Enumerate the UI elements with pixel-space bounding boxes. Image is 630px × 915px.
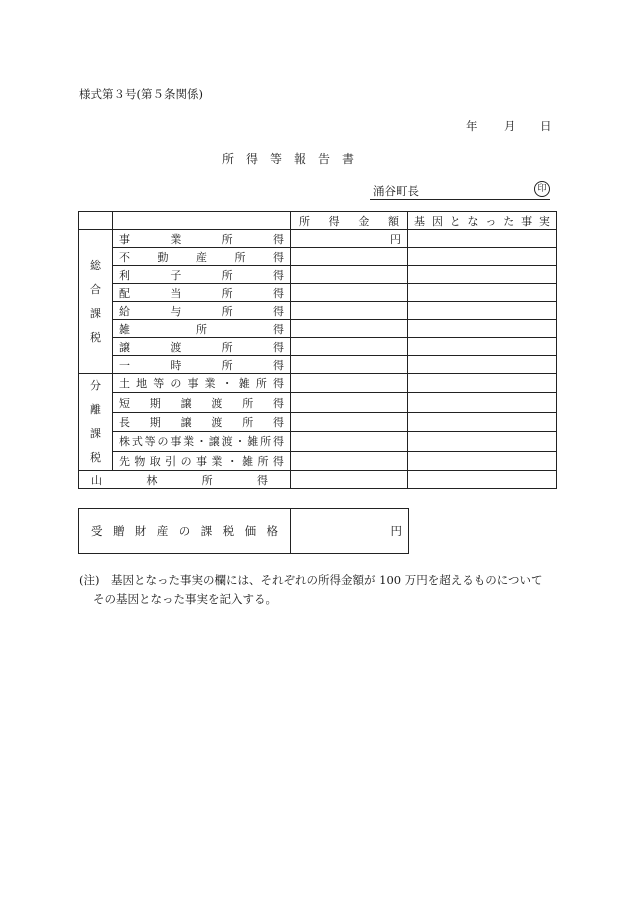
fact-field[interactable] xyxy=(408,230,557,248)
fact-field[interactable] xyxy=(408,248,557,266)
gift-label-char: 格 xyxy=(266,524,278,538)
category-label xyxy=(113,248,291,266)
category-label-char: 短 xyxy=(119,396,130,410)
category-label-char: 業 xyxy=(170,232,182,246)
fact-field[interactable] xyxy=(408,451,557,470)
fact-field[interactable] xyxy=(408,393,557,412)
table-row xyxy=(79,338,557,356)
category-label-char: 事 xyxy=(187,377,199,391)
category-label-char: 得 xyxy=(272,396,284,410)
category-label-char: 所 xyxy=(242,415,254,429)
header-fact-char: な xyxy=(467,214,479,228)
group-label-char: 税 xyxy=(90,330,101,344)
group-label-char: 税 xyxy=(90,451,101,464)
category-label-char: 産 xyxy=(196,250,207,264)
gift-amount-field[interactable]: 円 xyxy=(291,509,409,554)
category-label-char: 所 xyxy=(221,358,233,372)
header-fact-char: た xyxy=(503,214,515,228)
header-amount-char: 金 xyxy=(358,214,370,228)
category-label-char: 所 xyxy=(255,377,267,391)
category-label-char: 得 xyxy=(272,435,284,449)
table-row xyxy=(79,320,557,338)
category-label xyxy=(113,432,291,451)
category-label-char: 譲 xyxy=(208,435,220,449)
category-label-char: 得 xyxy=(272,304,284,318)
addressee-line xyxy=(370,183,550,200)
gift-label-char: 産 xyxy=(156,524,169,538)
income-table xyxy=(78,211,557,489)
category-label-char: 渡 xyxy=(221,435,233,449)
amount-field[interactable] xyxy=(291,412,408,431)
category-label-char: 取 xyxy=(149,454,161,468)
fact-field[interactable] xyxy=(408,412,557,431)
group-label-bunri xyxy=(79,374,113,471)
table-header-row xyxy=(79,212,557,230)
header-fact-char: 因 xyxy=(431,214,443,228)
header-amount-char: 得 xyxy=(328,214,340,228)
category-label-char: 時 xyxy=(170,358,182,372)
forestry-label-char: 所 xyxy=(201,473,213,487)
fact-field[interactable] xyxy=(408,356,557,374)
category-label-char: 所 xyxy=(221,304,233,318)
fact-field[interactable] xyxy=(408,284,557,302)
table-row xyxy=(79,432,557,451)
category-label-char: 所 xyxy=(221,268,233,282)
category-label-char: 当 xyxy=(170,286,182,300)
gift-label-cell xyxy=(79,509,291,554)
category-label-char: 業 xyxy=(183,435,195,449)
category-label-char: 期 xyxy=(149,396,161,410)
amount-field[interactable] xyxy=(291,471,408,489)
category-label-char: 雑 xyxy=(247,435,259,449)
table-row xyxy=(79,356,557,374)
amount-field[interactable]: 円 xyxy=(291,230,408,248)
category-label-char: 雑 xyxy=(119,322,130,336)
category-label-char: 所 xyxy=(221,232,233,246)
amount-field[interactable] xyxy=(291,374,408,393)
category-label-char: 子 xyxy=(170,268,182,282)
gift-label-char: 税 xyxy=(222,524,235,538)
gift-label-char: 財 xyxy=(134,524,147,538)
category-label xyxy=(113,230,291,248)
amount-field[interactable] xyxy=(291,302,408,320)
category-label-char: の xyxy=(170,377,182,391)
category-label-char: 与 xyxy=(170,304,182,318)
category-label-char: 事 xyxy=(119,232,130,246)
category-label xyxy=(113,412,291,431)
category-label-char: 業 xyxy=(211,454,223,468)
category-label xyxy=(113,302,291,320)
category-label xyxy=(113,284,291,302)
category-label-char: 業 xyxy=(204,377,216,391)
table-row xyxy=(79,374,557,393)
category-label xyxy=(113,320,291,338)
page-title: 所 得 等 報 告 書 xyxy=(222,152,355,166)
category-label-char: 物 xyxy=(134,454,146,468)
header-fact-char: 事 xyxy=(521,214,533,228)
amount-field[interactable] xyxy=(291,451,408,470)
category-label xyxy=(113,393,291,412)
category-label-char: ・ xyxy=(195,435,207,449)
category-label-char: 所 xyxy=(196,322,207,336)
category-label-char: 得 xyxy=(272,415,284,429)
gift-label-char: 課 xyxy=(200,524,213,538)
table-row xyxy=(79,230,557,248)
category-label-char: ・ xyxy=(221,377,233,391)
category-label-char: 所 xyxy=(221,286,233,300)
fact-field[interactable] xyxy=(408,471,557,489)
forestry-label-char: 得 xyxy=(256,473,268,487)
note xyxy=(79,571,543,609)
category-label-char: 先 xyxy=(119,454,130,468)
fact-field[interactable] xyxy=(408,320,557,338)
header-amount-char: 所 xyxy=(299,214,310,228)
category-label-char: 株 xyxy=(119,435,130,449)
forestry-label-char: 林 xyxy=(146,473,158,487)
category-label-char: 得 xyxy=(272,358,284,372)
category-label-char: 所 xyxy=(234,250,246,264)
category-label-char: 得 xyxy=(272,377,284,391)
table-row xyxy=(79,266,557,284)
amount-field[interactable] xyxy=(291,248,408,266)
date-day: 日 xyxy=(540,119,552,133)
group-label-char: 総 xyxy=(90,258,101,272)
fact-field[interactable] xyxy=(408,432,557,451)
category-label-char: 等 xyxy=(153,377,165,391)
category-label-char: 配 xyxy=(119,286,130,300)
category-label-char: 給 xyxy=(119,304,130,318)
category-label-char: の xyxy=(180,454,192,468)
amount-field[interactable] xyxy=(291,393,408,412)
category-label-char: 所 xyxy=(260,435,272,449)
table-row xyxy=(79,451,557,470)
category-label-char: 一 xyxy=(119,358,130,372)
category-label-char: 事 xyxy=(195,454,207,468)
fact-field[interactable] xyxy=(408,374,557,393)
table-row xyxy=(79,248,557,266)
category-label-char: 土 xyxy=(119,377,130,391)
category-label xyxy=(113,374,291,393)
gift-label xyxy=(91,523,278,539)
note-line-2: その基因となった事実を記入する。 xyxy=(93,592,277,606)
category-label-char: 得 xyxy=(272,286,284,300)
category-label xyxy=(113,266,291,284)
group-label-sogo xyxy=(79,230,113,374)
header-fact-char: と xyxy=(449,214,461,228)
note-line-1: (注) 基因となった事実の欄には、それぞれの所得金額が 100 万円を超えるものについて xyxy=(79,573,543,587)
group-label-char: 離 xyxy=(90,403,101,416)
forestry-label xyxy=(79,471,291,489)
category-label-char: 地 xyxy=(136,377,148,391)
category-label-char: 得 xyxy=(272,340,284,354)
header-blank-1 xyxy=(79,212,113,230)
category-label-char: 譲 xyxy=(119,340,130,354)
category-label-char: 得 xyxy=(272,232,284,246)
group-label-char: 分 xyxy=(90,379,101,392)
category-label-char: 渡 xyxy=(211,396,223,410)
amount-field[interactable] xyxy=(291,432,408,451)
category-label xyxy=(113,356,291,374)
header-fact xyxy=(408,212,557,230)
seal-mark: 印 xyxy=(534,181,550,197)
category-label-char: 雑 xyxy=(242,454,254,468)
header-fact-char: 基 xyxy=(414,214,425,228)
addressee-name: 涌谷町長 xyxy=(373,184,419,198)
category-label xyxy=(113,451,291,470)
date-year: 年 xyxy=(466,119,478,133)
category-label-char: 引 xyxy=(165,454,177,468)
amount-field[interactable] xyxy=(291,338,408,356)
category-label xyxy=(113,338,291,356)
gift-label-char: 贈 xyxy=(112,524,125,538)
forestry-label-char: 山 xyxy=(91,473,102,487)
category-label-char: 得 xyxy=(272,454,284,468)
category-label-char: 不 xyxy=(119,250,130,264)
category-label-char: 事 xyxy=(170,435,182,449)
gift-label-char: の xyxy=(178,524,191,538)
category-label-char: 所 xyxy=(221,340,233,354)
header-amount-char: 額 xyxy=(387,214,399,228)
category-label-char: 所 xyxy=(242,396,254,410)
date-month: 月 xyxy=(504,119,516,133)
group-label-char: 合 xyxy=(90,282,101,296)
category-label-char: 式 xyxy=(131,435,143,449)
category-label-char: 得 xyxy=(273,250,284,264)
fact-field[interactable] xyxy=(408,338,557,356)
category-label-char: 渡 xyxy=(211,415,223,429)
amount-field[interactable] xyxy=(291,356,408,374)
fact-field[interactable] xyxy=(408,302,557,320)
gift-label-char: 価 xyxy=(244,524,257,538)
header-amount xyxy=(291,212,408,230)
fact-field[interactable] xyxy=(408,266,557,284)
category-label-char: 所 xyxy=(257,454,269,468)
category-label-char: ・ xyxy=(234,435,246,449)
category-label-char: 動 xyxy=(157,250,169,264)
amount-field[interactable] xyxy=(291,284,408,302)
form-id: 様式第３号(第５条関係) xyxy=(79,87,203,101)
table-row xyxy=(79,284,557,302)
category-label-char: の xyxy=(157,435,169,449)
category-label-char: ・ xyxy=(226,454,238,468)
category-label-char: 長 xyxy=(119,415,130,429)
table-row xyxy=(79,393,557,412)
table-row xyxy=(79,412,557,431)
category-label-char: 譲 xyxy=(180,396,192,410)
amount-field[interactable] xyxy=(291,266,408,284)
header-blank-2 xyxy=(113,212,291,230)
category-label-char: 雑 xyxy=(238,377,250,391)
header-fact-char: っ xyxy=(485,214,497,228)
category-label-char: 渡 xyxy=(170,340,182,354)
category-label-char: 期 xyxy=(149,415,161,429)
category-label-char: 等 xyxy=(144,435,156,449)
header-fact-char: 実 xyxy=(538,214,550,228)
gift-label-char: 受 xyxy=(91,524,103,538)
table-row xyxy=(79,302,557,320)
gift-table xyxy=(78,508,409,554)
category-label-char: 得 xyxy=(272,268,284,282)
group-label-char: 課 xyxy=(90,306,101,320)
amount-field[interactable] xyxy=(291,320,408,338)
table-row-forestry xyxy=(79,471,557,489)
category-label-char: 譲 xyxy=(180,415,192,429)
category-label-char: 利 xyxy=(119,268,130,282)
category-label-char: 得 xyxy=(273,322,284,336)
group-label-char: 課 xyxy=(90,427,101,440)
